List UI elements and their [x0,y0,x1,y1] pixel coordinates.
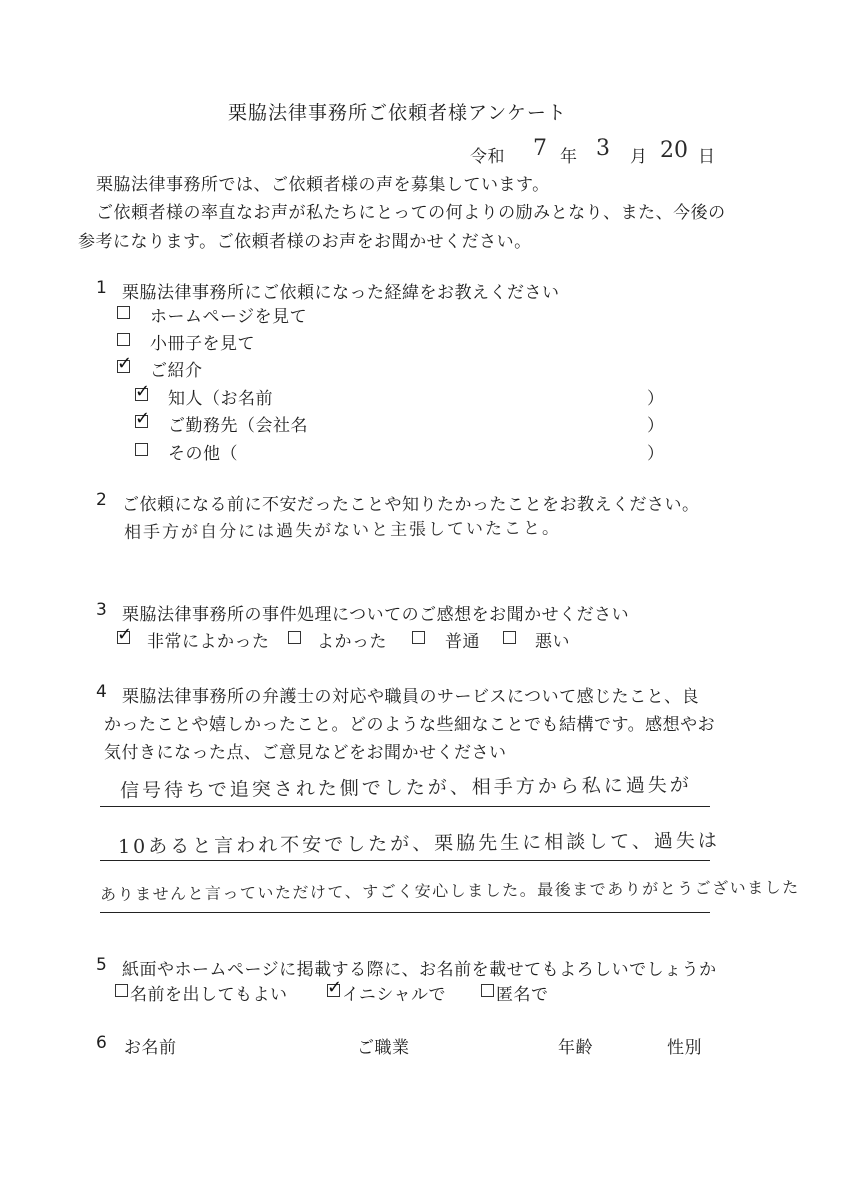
q1-sub-other-close: ） [647,444,665,464]
q1-option-homepage-label: ホームページを見て [150,307,308,327]
q3-option-good-label: よかった [317,632,387,652]
q3-option-average-checkbox[interactable] [412,631,425,644]
date-day-unit: 日 [698,147,716,167]
q2-answer: 相手方が自分には過失がないと主張していたこと。 [123,518,562,543]
q1-number: 1 [96,278,108,298]
q1-sub-employer-label: ご勤務先（会社名 [168,416,308,436]
q2-number: 2 [96,490,108,510]
date-era: 令和 [470,147,505,167]
q3-option-good-checkbox[interactable] [288,631,301,644]
q1-question: 栗脇法律事務所にご依頼になった経緯をお教えください [122,283,560,303]
intro-line-1: 栗脇法律事務所では、ご依頼者様の声を募集しています。 [96,175,550,195]
intro-line-2: ご依頼者様の率直なお声が私たちにとっての何よりの励みとなり、また、今後の [96,203,726,223]
check-mark-icon: ✓ [117,624,133,645]
q4-answer-line-3: ありませんと言っていただけて、すごく安心しました。最後までありがとうございました [99,877,800,904]
q2-question: ご依頼になる前に不安だったことや知りたかったことをお教えください。 [122,495,700,515]
intro-line-3: 参考になります。ご依頼者様のお声をお聞かせください。 [78,232,532,252]
q1-sub-employer-close: ） [647,416,665,436]
q1-sub-acquaintance-close: ） [647,389,665,409]
q5-number: 5 [96,955,108,975]
date-year: 7 [533,136,547,161]
check-mark-icon: ✓ [135,381,151,402]
q5-question: 紙面やホームページに掲載する際に、お名前を載せてもよろしいでしょうか [122,960,717,980]
q3-option-very-good-label: 非常によかった [147,632,270,652]
q3-option-average-label: 普通 [445,632,480,652]
answer-rule-2 [100,860,710,861]
date-month-unit: 月 [630,147,648,167]
q3-option-very-good-checkbox[interactable] [117,624,133,645]
date-day: 20 [660,138,688,163]
q6-number: 6 [96,1033,108,1053]
q1-option-referral-label: ご紹介 [150,361,203,381]
q3-option-bad-checkbox[interactable] [503,631,516,644]
check-mark-icon: ✓ [135,408,151,429]
q3-question: 栗脇法律事務所の事件処理についてのご感想をお聞かせください [122,605,630,625]
q4-question-line-3: 気付きになった点、ご意見などをお聞かせください [104,743,507,763]
q4-question-line-1: 栗脇法律事務所の弁護士の対応や職員のサービスについて感じたこと、良 [122,687,700,707]
q3-number: 3 [96,600,108,620]
q5-option-initials-checkbox[interactable] [327,977,343,998]
q4-answer-line-1: 信号待ちで追突された側でしたが、相手方から私に過失が [119,774,692,802]
q1-option-homepage-checkbox[interactable] [117,306,130,319]
answer-rule-1 [100,806,710,807]
q5-option-anonymous-checkbox[interactable] [481,984,494,997]
q6-job-label: ご職業 [357,1038,410,1058]
q1-option-booklet-checkbox[interactable] [117,333,130,346]
q1-sub-other-label: その他（ [168,444,238,464]
q4-number: 4 [96,682,108,702]
q5-option-name-ok-checkbox[interactable] [115,984,128,997]
q1-sub-acquaintance-label: 知人（お名前 [168,389,273,409]
q1-sub-acquaintance-checkbox[interactable] [135,381,151,402]
q4-question-line-2: かったことや嬉しかったこと。どのような些細なことでも結構です。感想やお [104,715,716,735]
date-year-unit: 年 [560,147,578,167]
q5-option-anonymous-label: 匿名で [496,985,549,1005]
q1-sub-other-checkbox[interactable] [135,443,148,456]
date-month: 3 [596,136,610,161]
q6-name-label: お名前 [124,1038,177,1058]
survey-title: 栗脇法律事務所ご依頼者様アンケート [228,102,567,124]
answer-rule-3 [100,912,710,913]
q5-option-name-ok-label: 名前を出してもよい [130,985,288,1005]
q5-option-initials-label: イニシャルで [342,985,446,1005]
q3-option-bad-label: 悪い [535,632,570,652]
check-mark-icon: ✓ [117,353,133,374]
q1-option-booklet-label: 小冊子を見て [150,334,255,354]
q1-sub-employer-checkbox[interactable] [135,408,151,429]
q4-answer-line-2: 10あると言われ不安でしたが、栗脇先生に相談して、過失は [117,829,720,858]
q1-option-referral-checkbox[interactable] [117,353,133,374]
check-mark-icon: ✓ [327,977,343,998]
q6-age-label: 年齢 [558,1038,593,1058]
q6-gender-label: 性別 [667,1038,702,1058]
